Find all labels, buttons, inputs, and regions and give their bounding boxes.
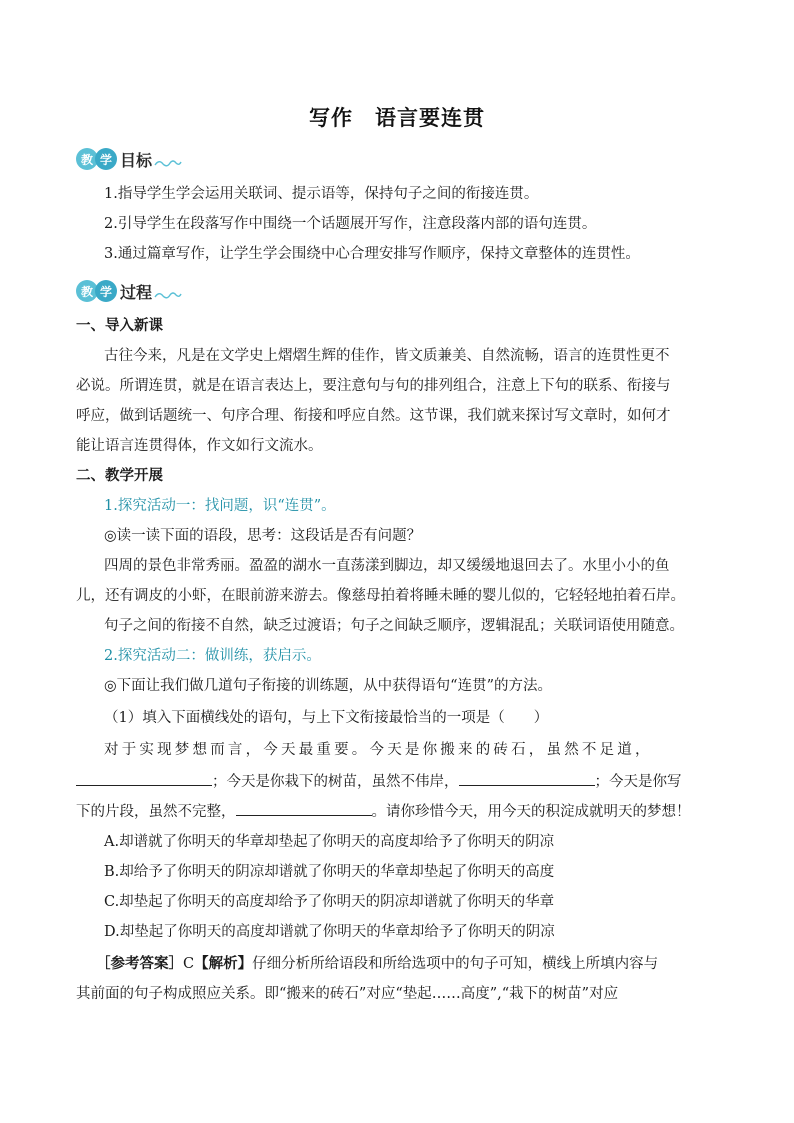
section-header-process xyxy=(76,278,182,304)
activity-heading: 2.探究活动二：做训练，获启示。 xyxy=(104,648,321,664)
activity-heading: 1.探究活动一：找问题，识“连贯”。 xyxy=(104,498,336,514)
question-text-line: ；今天是你栽下的树苗，虽然不伟岸， ；今天是你写 xyxy=(76,770,722,792)
section-badge: 教 学 xyxy=(76,280,114,302)
paragraph-line: 呼应，做到话题统一、句序合理、衔接和呼应自然。这节课，我们就来探讨写文章时，如何才 xyxy=(76,408,671,424)
question-text-line: 下的片段，虽然不完整， 。请你珍惜今天，用今天的积淀成就明天的梦想！ xyxy=(76,800,722,822)
goal-item: 3.通过篇章写作，让学生学会围绕中心合理安排写作顺序，保持文章整体的连贯性。 xyxy=(104,246,640,262)
fill-blank xyxy=(459,770,595,786)
option-item: A.却谱就了你明天的华章却垫起了你明天的高度却给予了你明天的阴凉 xyxy=(104,834,555,850)
question-text-line: 对于实现梦想而言，今天最重要。今天是你搬来的砖石，虽然不足道， xyxy=(104,742,653,758)
option-item: C.却垫起了你明天的高度却给予了你明天的阴凉却谱就了你明天的华章 xyxy=(104,894,555,910)
section-label: 目标 xyxy=(120,150,153,170)
swirl-decoration-icon xyxy=(154,289,182,301)
goal-item: 1.指导学生学会运用关联词、提示语等，保持句子之间的衔接连贯。 xyxy=(104,186,539,202)
passage-line: 儿，还有调皮的小虾，在眼前游来游去。像慈母拍着将睡未睡的婴儿似的，它轻轻地拍着石岸。 xyxy=(76,588,685,604)
answer-letter: C xyxy=(183,956,195,972)
part-heading: 一、导入新课 xyxy=(76,318,163,334)
prompt-line: ◎下面让我们做几道句子衔接的训练题，从中获得语句“连贯”的方法。 xyxy=(104,678,552,694)
answer-label: ［参考答案］ xyxy=(96,956,183,972)
option-item: B.却给予了你明天的阴凉却谱就了你明天的华章却垫起了你明天的高度 xyxy=(104,864,555,880)
prompt-line: ◎读一读下面的语段，思考：这段话是否有问题？ xyxy=(104,528,422,544)
section-badge: 教 学 xyxy=(76,148,114,170)
paragraph-line: 必说。所谓连贯，就是在语言表达上，要注意句与句的排列组合，注意上下句的联系、衔接与 xyxy=(76,378,671,394)
answer-line: 其前面的句子构成照应关系。即“搬来的砖石”对应“垫起……高度”,“栽下的树苗”对应 xyxy=(76,986,619,1002)
question-line: （1）填入下面横线处的语句，与上下文衔接最恰当的一项是（ ） xyxy=(104,710,549,726)
fill-blank xyxy=(236,800,372,816)
paragraph-line: 古往今来，凡是在文学史上熠熠生辉的佳作，皆文质兼美、自然流畅，语言的连贯性更不 xyxy=(104,348,670,364)
option-item: D.却垫起了你明天的高度却谱就了你明天的华章却给予了你明天的阴凉 xyxy=(104,924,555,940)
analysis-line: 句子之间的衔接不自然，缺乏过渡语；句子之间缺乏顺序，逻辑混乱；关联词语使用随意。 xyxy=(104,618,684,634)
part-heading: 二、教学开展 xyxy=(76,468,163,484)
analysis-label: 【解析】 xyxy=(194,956,253,972)
page-title: 写作 语言要连贯 xyxy=(309,106,485,130)
paragraph-line: 能让语言连贯得体，作文如行文流水。 xyxy=(76,438,323,454)
section-header-goals xyxy=(76,146,182,172)
swirl-decoration-icon xyxy=(154,157,182,169)
passage-line: 四周的景色非常秀丽。盈盈的湖水一直荡漾到脚边，却又缓缓地退回去了。水里小小的鱼 xyxy=(104,558,670,574)
section-label: 过程 xyxy=(120,282,153,302)
fill-blank xyxy=(76,770,212,786)
goal-item: 2.引导学生在段落写作中围绕一个话题展开写作，注意段落内部的语句连贯。 xyxy=(104,216,597,232)
answer-line: ［参考答案］C【解析】仔细分析所给语段和所给选项中的句子可知，横线上所填内容与 xyxy=(96,956,659,972)
